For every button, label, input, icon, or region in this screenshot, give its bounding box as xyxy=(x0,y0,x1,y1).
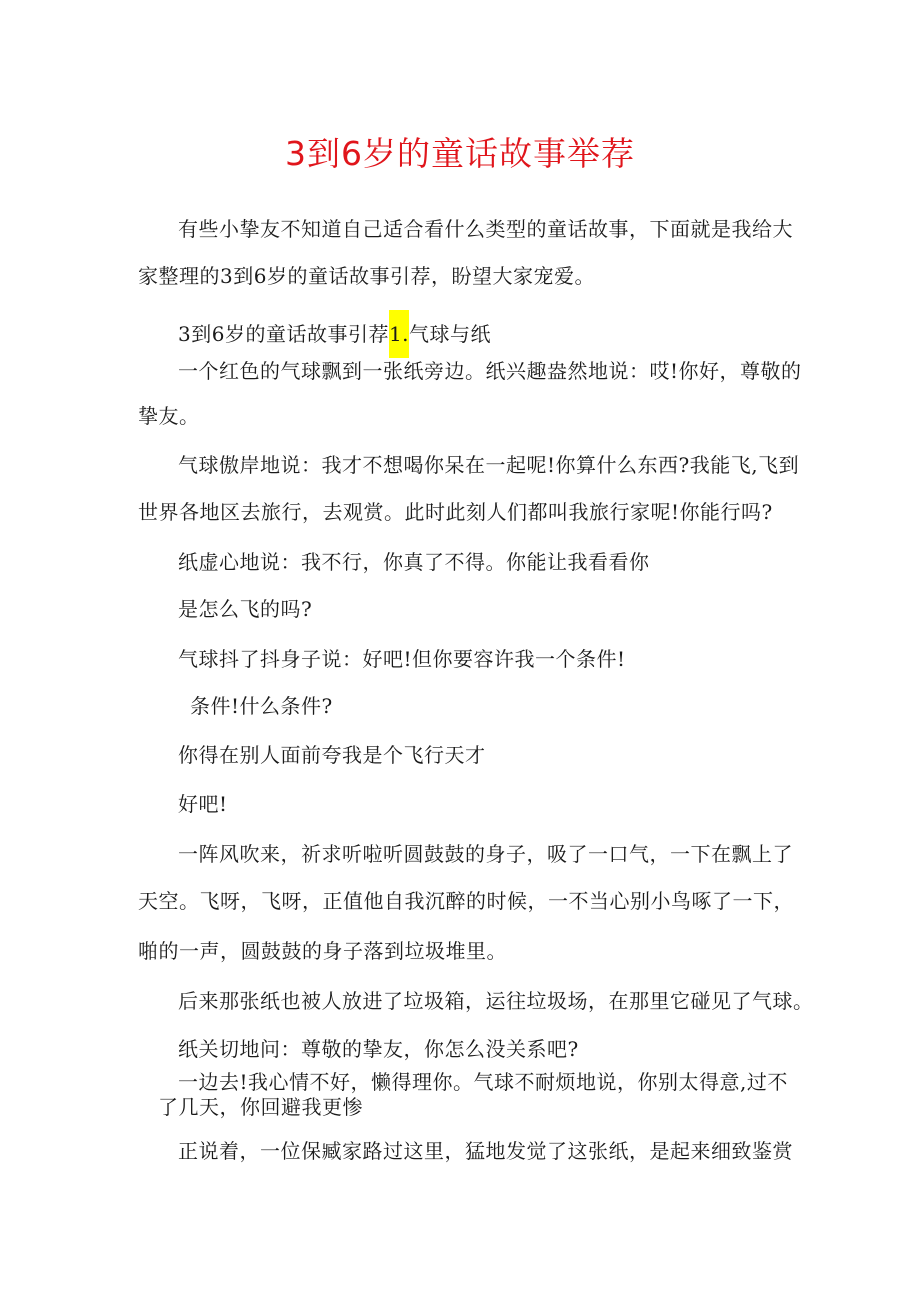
paragraph-7: 好吧! xyxy=(178,792,228,816)
intro-line-1: 有些小挚友不知道自己适合看什么类型的童话故事，下面就是我给大 xyxy=(178,217,793,241)
paragraph-11-line-2: 了几天，你回避我更惨 xyxy=(158,1095,363,1119)
paragraph-12: 正说着，一位保臧家路过这里，猛地发觉了这张纸，是起来细致鉴赏 xyxy=(178,1139,793,1163)
paragraph-8-line-3: 啪的一声，圆鼓鼓的身子落到垃圾堆里。 xyxy=(138,939,507,963)
paragraph-5: 条件!什么条件? xyxy=(190,694,333,718)
paragraph-3-line-1: 纸虚心地说：我不行，你真了不得。你能让我看看你 xyxy=(178,550,650,574)
paragraph-1-line-1: 一个红色的气球飘到一张纸旁边。纸兴趣盎然地说：哎!你好，尊敬的 xyxy=(178,359,802,383)
paragraph-8-line-1: 一阵风吹来，祈求听啦听圆鼓鼓的身子，吸了一口气，一下在飘上了 xyxy=(178,842,793,866)
heading-number-highlight: 1. xyxy=(389,310,409,358)
paragraph-8-line-2: 天空。飞呀，飞呀，正值他自我沉醉的时候，一不当心别小鸟啄了一下， xyxy=(138,889,794,913)
paragraph-11-line-1: 一边去!我心情不好，懒得理你。气球不耐烦地说，你别太得意,过不 xyxy=(178,1070,788,1094)
heading-prefix: 3到6岁的童话故事引荐 xyxy=(178,322,389,346)
heading-suffix: 气球与纸 xyxy=(409,322,492,346)
section-heading xyxy=(178,310,491,358)
paragraph-6: 你得在别人面前夸我是个飞行天才 xyxy=(178,743,486,767)
paragraph-9: 后来那张纸也被人放进了垃圾箱，运往垃圾场，在那里它碰见了气球。 xyxy=(178,989,814,1013)
paragraph-10: 纸关切地问：尊敬的挚友，你怎么没关系吧? xyxy=(178,1037,579,1061)
paragraph-2-line-2: 世界各地区去旅行，去观赏。此时此刻人们都叫我旅行家呢!你能行吗? xyxy=(138,500,773,524)
document-title: 3到6岁的童话故事举荐 xyxy=(285,134,635,173)
paragraph-4: 气球抖了抖身子说：好吧!但你要容许我一个条件! xyxy=(178,647,626,671)
paragraph-1-line-2: 挚友。 xyxy=(138,404,200,428)
paragraph-3-line-2: 是怎么飞的吗? xyxy=(178,597,313,621)
paragraph-2-line-1: 气球傲岸地说：我才不想喝你呆在一起呢!你算什么东西?我能飞,飞到 xyxy=(178,453,800,477)
intro-line-2: 家整理的3到6岁的童话故事引荐，盼望大家宠爱。 xyxy=(138,264,595,288)
